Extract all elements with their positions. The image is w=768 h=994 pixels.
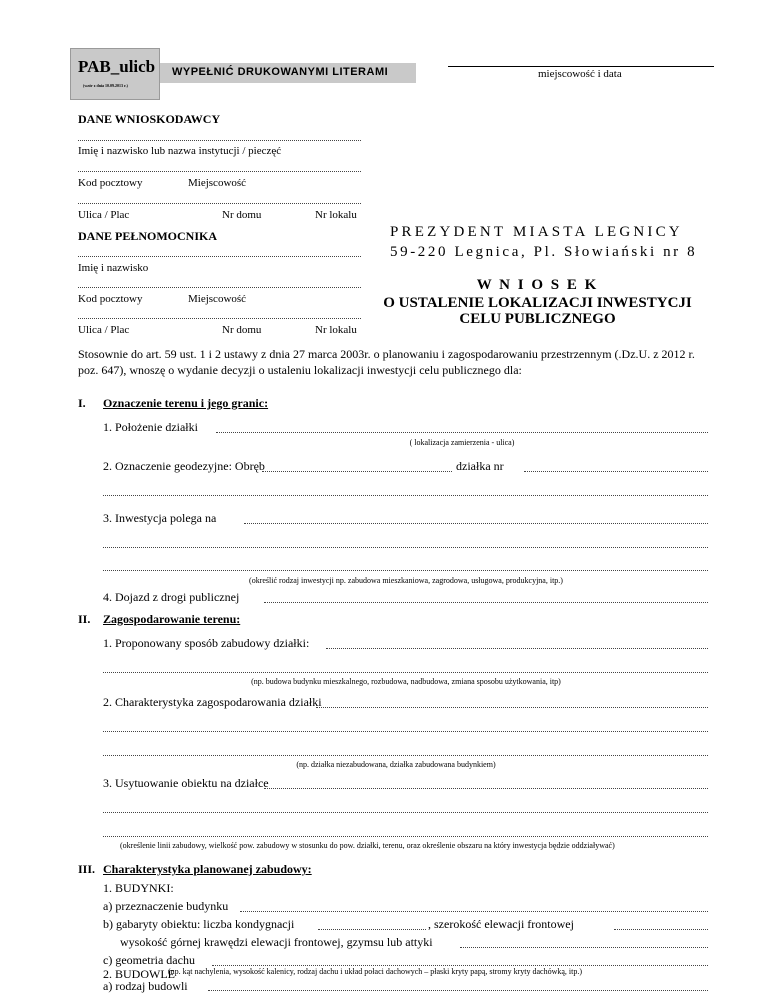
proxy-street-field[interactable] bbox=[78, 318, 361, 319]
applicant-heading: DANE WNIOSKODAWCY bbox=[78, 112, 221, 126]
proxy-name-field[interactable] bbox=[78, 256, 361, 257]
s1-item2-label: 2. Oznaczenie geodezyjne: Obręb bbox=[103, 459, 265, 473]
fill-instruction: WYPEŁNIĆ DRUKOWANYMI LITERAMI bbox=[172, 66, 389, 78]
applicant-flat-label: Nr lokalu bbox=[315, 209, 357, 221]
s1-item4-label: 4. Dojazd z drogi publicznej bbox=[103, 590, 240, 604]
applicant-house-label: Nr domu bbox=[222, 209, 262, 221]
s2-item1-field[interactable] bbox=[326, 648, 708, 649]
applicant-street-label: Ulica / Plac bbox=[78, 209, 130, 221]
s3-c-label: c) geometria dachu bbox=[103, 953, 195, 967]
s2-item3-hint: (określenie linii zabudowy, wielkość pow. zabudowy w stosunku do pow. działki, terenu, oraz określenie obszaru na który inwestycja będzie oddziaływać) bbox=[120, 841, 615, 850]
applicant-city-label: Miejscowość bbox=[188, 177, 247, 189]
s2-item3-field-2[interactable] bbox=[103, 812, 708, 813]
s2-item2-field-3[interactable] bbox=[103, 755, 708, 756]
intro-paragraph: Stosownie do art. 59 ust. 1 i 2 ustawy z dnia 27 marca 2003r. o planowaniu i zagospodarowaniu przestrzennym (.Dz.U. z 2012 r. poz. 647), wnoszę o wydanie decyzji o ustaleniu lokalizacji inwestycji celu publicznego dla: bbox=[78, 347, 695, 377]
s1-dzialka-field[interactable] bbox=[524, 471, 708, 472]
section-3-num: III. bbox=[78, 862, 96, 876]
s3-c-hint: (np. kąt nachylenia, wysokość kalenicy, rodzaj dachu i układ połaci dachowych – płaski kryty papą, stromy kryty dachówką, itp.) bbox=[168, 967, 583, 976]
s3-wysokosc-field[interactable] bbox=[460, 947, 708, 948]
section-3-title: Charakterystyka planowanej zabudowy: bbox=[103, 862, 312, 876]
s1-item3-hint: (określić rodzaj inwestycji np. zabudowa mieszkaniowa, zagrodowa, usługowa, produkcyjna, itp.) bbox=[249, 576, 563, 585]
proxy-postcode-label: Kod pocztowy bbox=[78, 293, 143, 305]
applicant-name-label: Imię i nazwisko lub nazwa instytucji / pieczęć bbox=[78, 145, 282, 157]
s2-item2-label: 2. Charakterystyka zagospodarowania działki bbox=[103, 695, 322, 709]
section-1-num: I. bbox=[78, 396, 86, 410]
s3-b2-label: , szerokość elewacji frontowej bbox=[428, 917, 574, 931]
s1-item1-hint: ( lokalizacja zamierzenia - ulica) bbox=[409, 438, 515, 447]
fill-instruction-bar bbox=[160, 63, 416, 83]
doc-title-1: W N I O S E K bbox=[476, 277, 599, 293]
proxy-postcode-city-field[interactable] bbox=[78, 287, 361, 288]
s2-item1-hint: (np. budowa budynku mieszkalnego, rozbudowa, nadbudowa, zmiana sposobu użytkowania, itp) bbox=[251, 677, 561, 686]
s3-b3-label: wysokość górnej krawędzi elewacji frontowej, gzymsu lub attyki bbox=[120, 935, 433, 949]
place-date-label: miejscowość i data bbox=[538, 68, 622, 80]
form-code-note: (wzór z dnia 10.09.2013 r.) bbox=[83, 83, 128, 88]
s3-a-label: a) przeznaczenie budynku bbox=[103, 899, 229, 913]
s2-item3-label: 3. Usytuowanie obiektu na działce bbox=[103, 776, 269, 790]
form-code-box bbox=[70, 48, 160, 100]
s1-item4-field[interactable] bbox=[264, 602, 708, 603]
section-1-title: Oznaczenie terenu i jego granic: bbox=[103, 396, 269, 410]
s3-d-field[interactable] bbox=[208, 990, 708, 991]
s1-item1-label: 1. Położenie działki bbox=[103, 420, 198, 434]
s3-b1-label: b) gabaryty obiektu: liczba kondygnacji bbox=[103, 917, 295, 931]
section-2-title: Zagospodarowanie terenu: bbox=[103, 612, 241, 626]
applicant-postcode-label: Kod pocztowy bbox=[78, 177, 143, 189]
proxy-heading: DANE PEŁNOMOCNIKA bbox=[78, 229, 218, 243]
doc-title-2: O USTALENIE LOKALIZACJI INWESTYCJI bbox=[383, 295, 692, 311]
s3-c-field[interactable] bbox=[212, 965, 708, 966]
place-date-line[interactable] bbox=[448, 66, 714, 67]
doc-title-3: CELU PUBLICZNEGO bbox=[459, 311, 616, 327]
proxy-name-label: Imię i nazwisko bbox=[78, 262, 149, 274]
s1-obreb-field[interactable] bbox=[262, 471, 452, 472]
s1-item3-field[interactable] bbox=[244, 523, 708, 524]
s2-item2-hint: (np. działka niezabudowana, działka zabudowana budynkiem) bbox=[296, 760, 496, 769]
s1-item3-field-3[interactable] bbox=[103, 570, 708, 571]
s1-item2b-label: działka nr bbox=[456, 459, 504, 473]
s2-item1-field-2[interactable] bbox=[103, 672, 708, 673]
form-code: PAB_ulicb bbox=[78, 57, 156, 76]
applicant-street-field[interactable] bbox=[78, 203, 361, 204]
s2-item3-field[interactable] bbox=[264, 788, 708, 789]
proxy-city-label: Miejscowość bbox=[188, 293, 247, 305]
s3-d-label: a) rodzaj budowli bbox=[103, 979, 188, 993]
s2-item2-field[interactable] bbox=[316, 707, 708, 708]
s2-item2-field-2[interactable] bbox=[103, 731, 708, 732]
addressee-line2: 59-220 Legnica, Pl. Słowiański nr 8 bbox=[390, 244, 698, 260]
addressee-line1: PREZYDENT MIASTA LEGNICY bbox=[390, 224, 683, 240]
s3-sub1: 1. BUDYNKI: bbox=[103, 881, 174, 895]
applicant-postcode-city-field[interactable] bbox=[78, 171, 361, 172]
s3-kondygnacje-field[interactable] bbox=[318, 929, 426, 930]
s3-sub2: 2. BUDOWLE bbox=[103, 967, 175, 981]
s2-item1-label: 1. Proponowany sposób zabudowy działki: bbox=[103, 636, 310, 650]
s2-item3-field-3[interactable] bbox=[103, 836, 708, 837]
proxy-street-label: Ulica / Plac bbox=[78, 324, 130, 336]
s3-a-field[interactable] bbox=[240, 911, 708, 912]
s1-item2-field-2[interactable] bbox=[103, 495, 708, 496]
applicant-name-field[interactable] bbox=[78, 140, 361, 141]
proxy-flat-label: Nr lokalu bbox=[315, 324, 357, 336]
s1-item1-field[interactable] bbox=[216, 432, 708, 433]
s3-szerokosc-field[interactable] bbox=[614, 929, 708, 930]
s1-item3-field-2[interactable] bbox=[103, 547, 708, 548]
s1-item3-label: 3. Inwestycja polega na bbox=[103, 511, 217, 525]
section-2-num: II. bbox=[78, 612, 91, 626]
proxy-house-label: Nr domu bbox=[222, 324, 262, 336]
